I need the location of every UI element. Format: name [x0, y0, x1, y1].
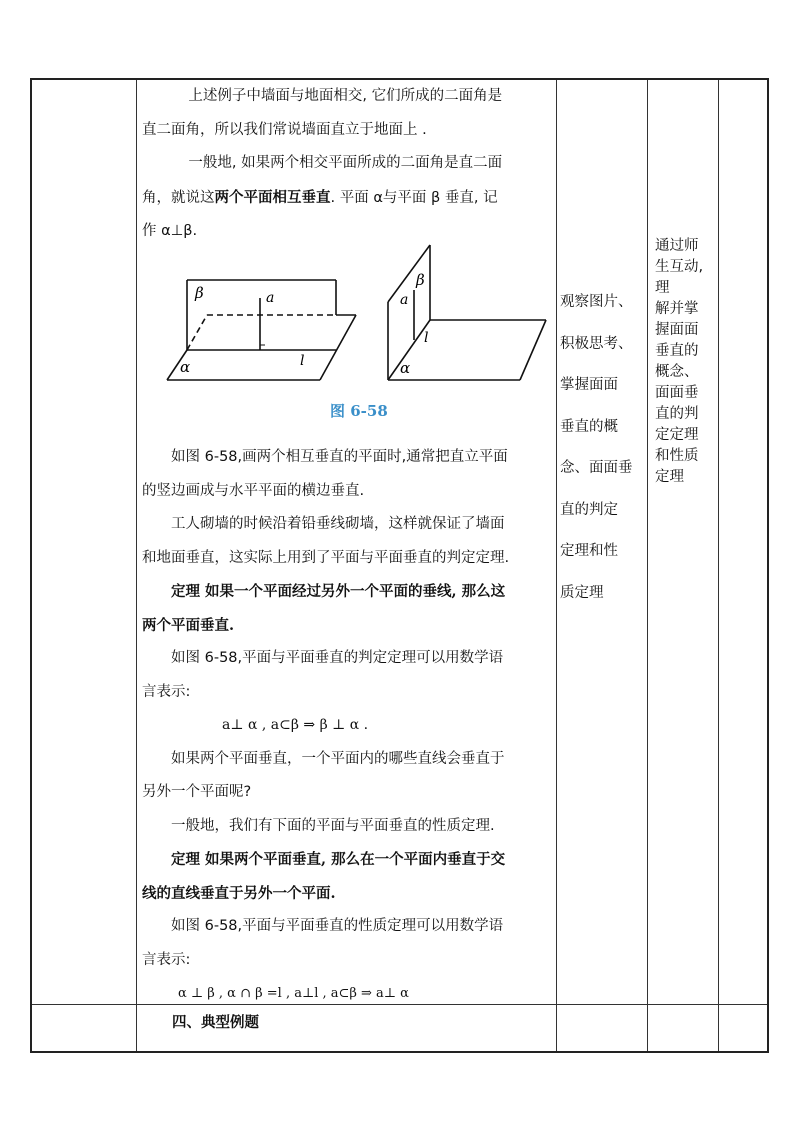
paragraph: 上述例子中墙面与地面相交, 它们所成的二面角是 [188, 88, 503, 104]
intent-line: 定定理 [655, 427, 699, 443]
label-alpha: α [180, 358, 191, 376]
label-beta: β [416, 271, 425, 289]
theorem-property: 定理 如果两个平面垂直, 那么在一个平面内垂直于交 [171, 851, 506, 868]
bold-term: 两个平面相互垂直 [214, 188, 331, 206]
paragraph: 如图 6-58,平面与平面垂直的性质定理可以用数学语 [171, 918, 504, 934]
main-content-continued [142, 441, 552, 1011]
column-divider [136, 80, 137, 1051]
intent-line: 通过师 [655, 238, 699, 254]
paragraph: 作 α⊥β. [142, 223, 198, 239]
paragraph: 的竖边画成与水平平面的横边垂直. [142, 482, 365, 499]
intent-line: 垂直的 [655, 343, 699, 359]
student-activity [560, 282, 644, 614]
intent-line: 和性质 [655, 448, 699, 464]
paragraph [142, 181, 552, 216]
intent-line: 概念、 [655, 364, 699, 380]
intent-line: 解并掌 [655, 301, 699, 317]
paragraph: 和地面垂直，这实际上用到了平面与平面垂直的判定定理. [142, 549, 510, 566]
label-alpha: α [400, 359, 411, 377]
column-divider [647, 80, 648, 1051]
activity-line: 念、面面垂 [560, 460, 633, 476]
intent-line: 面面垂 [655, 385, 699, 401]
intent-line: 直的判 [655, 406, 699, 422]
intent-line: 理 [655, 280, 670, 296]
label-a: a [266, 290, 275, 306]
paragraph: 直二面角，所以我们常说墙面直立于地面上 . [142, 121, 427, 138]
paragraph: 一般地, 如果两个相交平面所成的二面角是直二面 [188, 155, 503, 171]
text-span: 角，就说这 [142, 189, 215, 206]
plane-figure [160, 240, 560, 390]
activity-line: 掌握面面 [560, 377, 618, 393]
paragraph: 如图 6-58,平面与平面垂直的判定定理可以用数学语 [171, 650, 504, 666]
activity-line: 质定理 [560, 584, 604, 601]
main-content [142, 80, 552, 249]
activity-line: 积极思考、 [560, 335, 633, 352]
intent-line: 握面面 [655, 322, 699, 338]
design-intent [655, 236, 707, 488]
activity-line: 观察图片、 [560, 294, 633, 310]
activity-line: 定理和性 [560, 543, 618, 559]
formula-judgement: a⊥ α , a⊂β ⇒ β ⊥ α . [222, 717, 369, 733]
intent-line: 生互动, [655, 259, 704, 275]
paragraph: 另外一个平面呢? [142, 784, 252, 800]
right-diagram [388, 245, 546, 380]
figure-caption: 图 6-58 [330, 402, 388, 420]
activity-line: 直的判定 [560, 501, 618, 518]
label-l: l [424, 330, 429, 346]
label-l: l [300, 353, 305, 369]
theorem-judgement: 定理 如果一个平面经过另外一个平面的垂线, 那么这 [171, 583, 506, 600]
paragraph: 言表示: [142, 683, 191, 700]
label-beta: β [195, 284, 204, 302]
theorem-judgement: 两个平面垂直. [142, 616, 235, 634]
section-heading: 四、典型例题 [172, 1014, 259, 1031]
column-divider [556, 80, 557, 1051]
text-span: . 平面 α与平面 β 垂直, 记 [330, 189, 498, 206]
paragraph: 言表示: [142, 951, 191, 968]
intent-line: 定理 [655, 469, 684, 485]
paragraph: 一般地，我们有下面的平面与平面垂直的性质定理. [171, 817, 495, 834]
theorem-property: 线的直线垂直于另外一个平面. [142, 884, 336, 902]
formula-property: α ⊥ β , α ∩ β =l , a⊥l , a⊂β ⇒ a⊥ α [178, 986, 409, 1001]
column-divider [718, 80, 719, 1051]
paragraph: 如果两个平面垂直，一个平面内的哪些直线会垂直于 [171, 750, 505, 767]
paragraph: 工人砌墙的时候沿着铅垂线砌墙，这样就保证了墙面 [171, 516, 505, 532]
activity-line: 垂直的概 [560, 418, 618, 435]
paragraph: 如图 6-58,画两个相互垂直的平面时,通常把直立平面 [171, 449, 508, 465]
label-a: a [400, 292, 409, 308]
